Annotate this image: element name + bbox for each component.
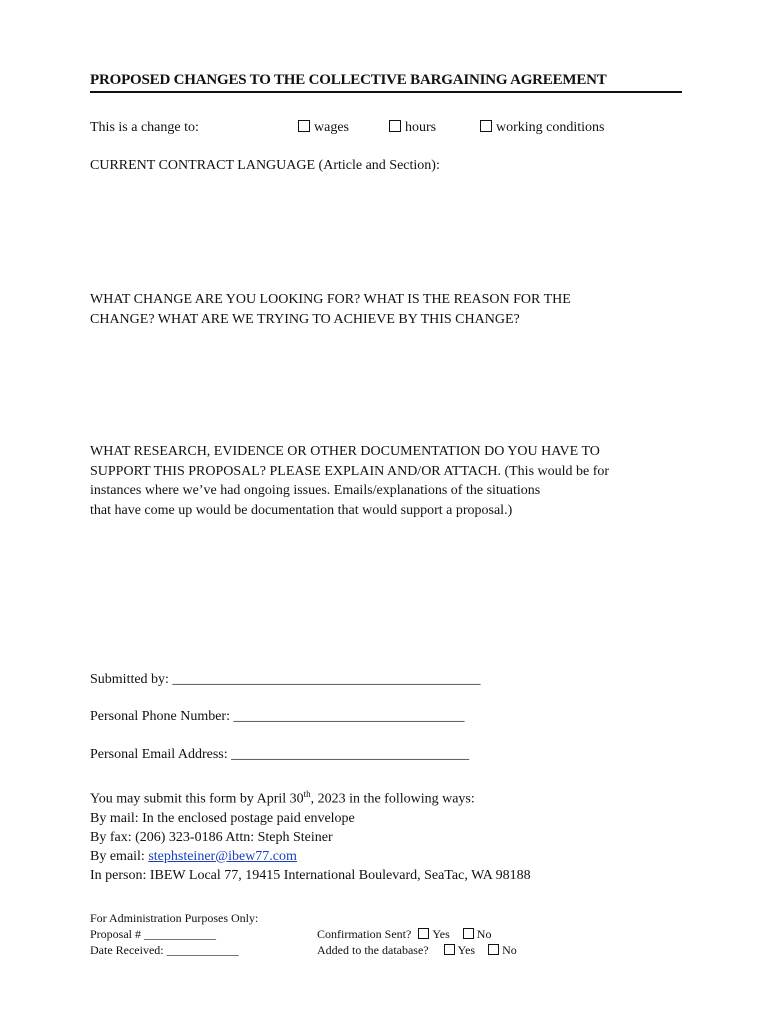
research-line-4: that have come up would be documentation that would support a proposal.) [90, 502, 513, 518]
email-field[interactable]: Personal Email Address: __________________________________ [90, 747, 470, 762]
hours-checkbox[interactable] [389, 120, 401, 132]
wages-label: wages [314, 120, 349, 135]
what-change-line-1: WHAT CHANGE ARE YOU LOOKING FOR? WHAT IS THE REASON FOR THE [90, 292, 571, 307]
working-conditions-checkbox[interactable] [480, 120, 492, 132]
research-line-2: SUPPORT THIS PROPOSAL? PLEASE EXPLAIN AND/OR ATTACH. (This would be for [90, 463, 610, 479]
email-link[interactable]: stephsteiner@ibew77.com [148, 848, 297, 864]
submission-instructions [90, 785, 531, 885]
working-conditions-option[interactable] [480, 120, 605, 136]
hours-label: hours [405, 120, 437, 135]
hours-option[interactable] [389, 120, 436, 136]
admin-heading: For Administration Purposes Only: [90, 911, 259, 925]
wages-option[interactable] [298, 120, 349, 136]
confirmation-yes-checkbox[interactable] [418, 928, 429, 939]
confirmation-yes-label: Yes [432, 927, 450, 941]
database-no-label: No [502, 943, 517, 957]
proposal-number: Proposal # ____________ [90, 927, 216, 941]
confirmation-label: Confirmation Sent? [317, 927, 412, 941]
added-database-row [317, 943, 517, 958]
confirmation-no-checkbox[interactable] [463, 928, 474, 939]
by-mail: By mail: In the enclosed postage paid envelope [90, 810, 355, 826]
in-person: In person: IBEW Local 77, 19415 International Boulevard, SeaTac, WA 98188 [90, 867, 531, 883]
submission-intro: You may submit this form by April 30th, 2023 in the following ways: [90, 789, 475, 807]
research-question [90, 442, 609, 520]
phone-field[interactable]: Personal Phone Number: _________________________________ [90, 709, 465, 724]
submitted-by-field[interactable]: Submitted by: ____________________________________________ [90, 672, 481, 687]
database-yes-checkbox[interactable] [444, 944, 455, 955]
confirmation-sent-row [317, 927, 491, 942]
current-language-label: CURRENT CONTRACT LANGUAGE (Article and Section): [90, 158, 440, 173]
wages-checkbox[interactable] [298, 120, 310, 132]
database-label: Added to the database? [317, 943, 429, 957]
form-title: PROPOSED CHANGES TO THE COLLECTIVE BARGAINING AGREEMENT [90, 72, 682, 93]
database-no-checkbox[interactable] [488, 944, 499, 955]
change-type-label: This is a change to: [90, 120, 199, 135]
research-line-3: instances where we’ve had ongoing issues. Emails/explanations of the situations [90, 483, 541, 498]
by-fax: By fax: (206) 323-0186 Attn: Steph Steiner [90, 829, 333, 845]
what-change-line-2: CHANGE? WHAT ARE WE TRYING TO ACHIEVE BY THIS CHANGE? [90, 311, 520, 327]
confirmation-no-label: No [476, 927, 492, 941]
working-conditions-label: working conditions [496, 120, 605, 135]
database-yes-label: Yes [457, 943, 476, 957]
by-email: By email: stephsteiner@ibew77.com [90, 848, 297, 864]
research-line-1: WHAT RESEARCH, EVIDENCE OR OTHER DOCUMENTATION DO YOU HAVE TO [90, 444, 600, 459]
what-change-question [90, 290, 571, 329]
date-received: Date Received: ____________ [90, 943, 239, 957]
